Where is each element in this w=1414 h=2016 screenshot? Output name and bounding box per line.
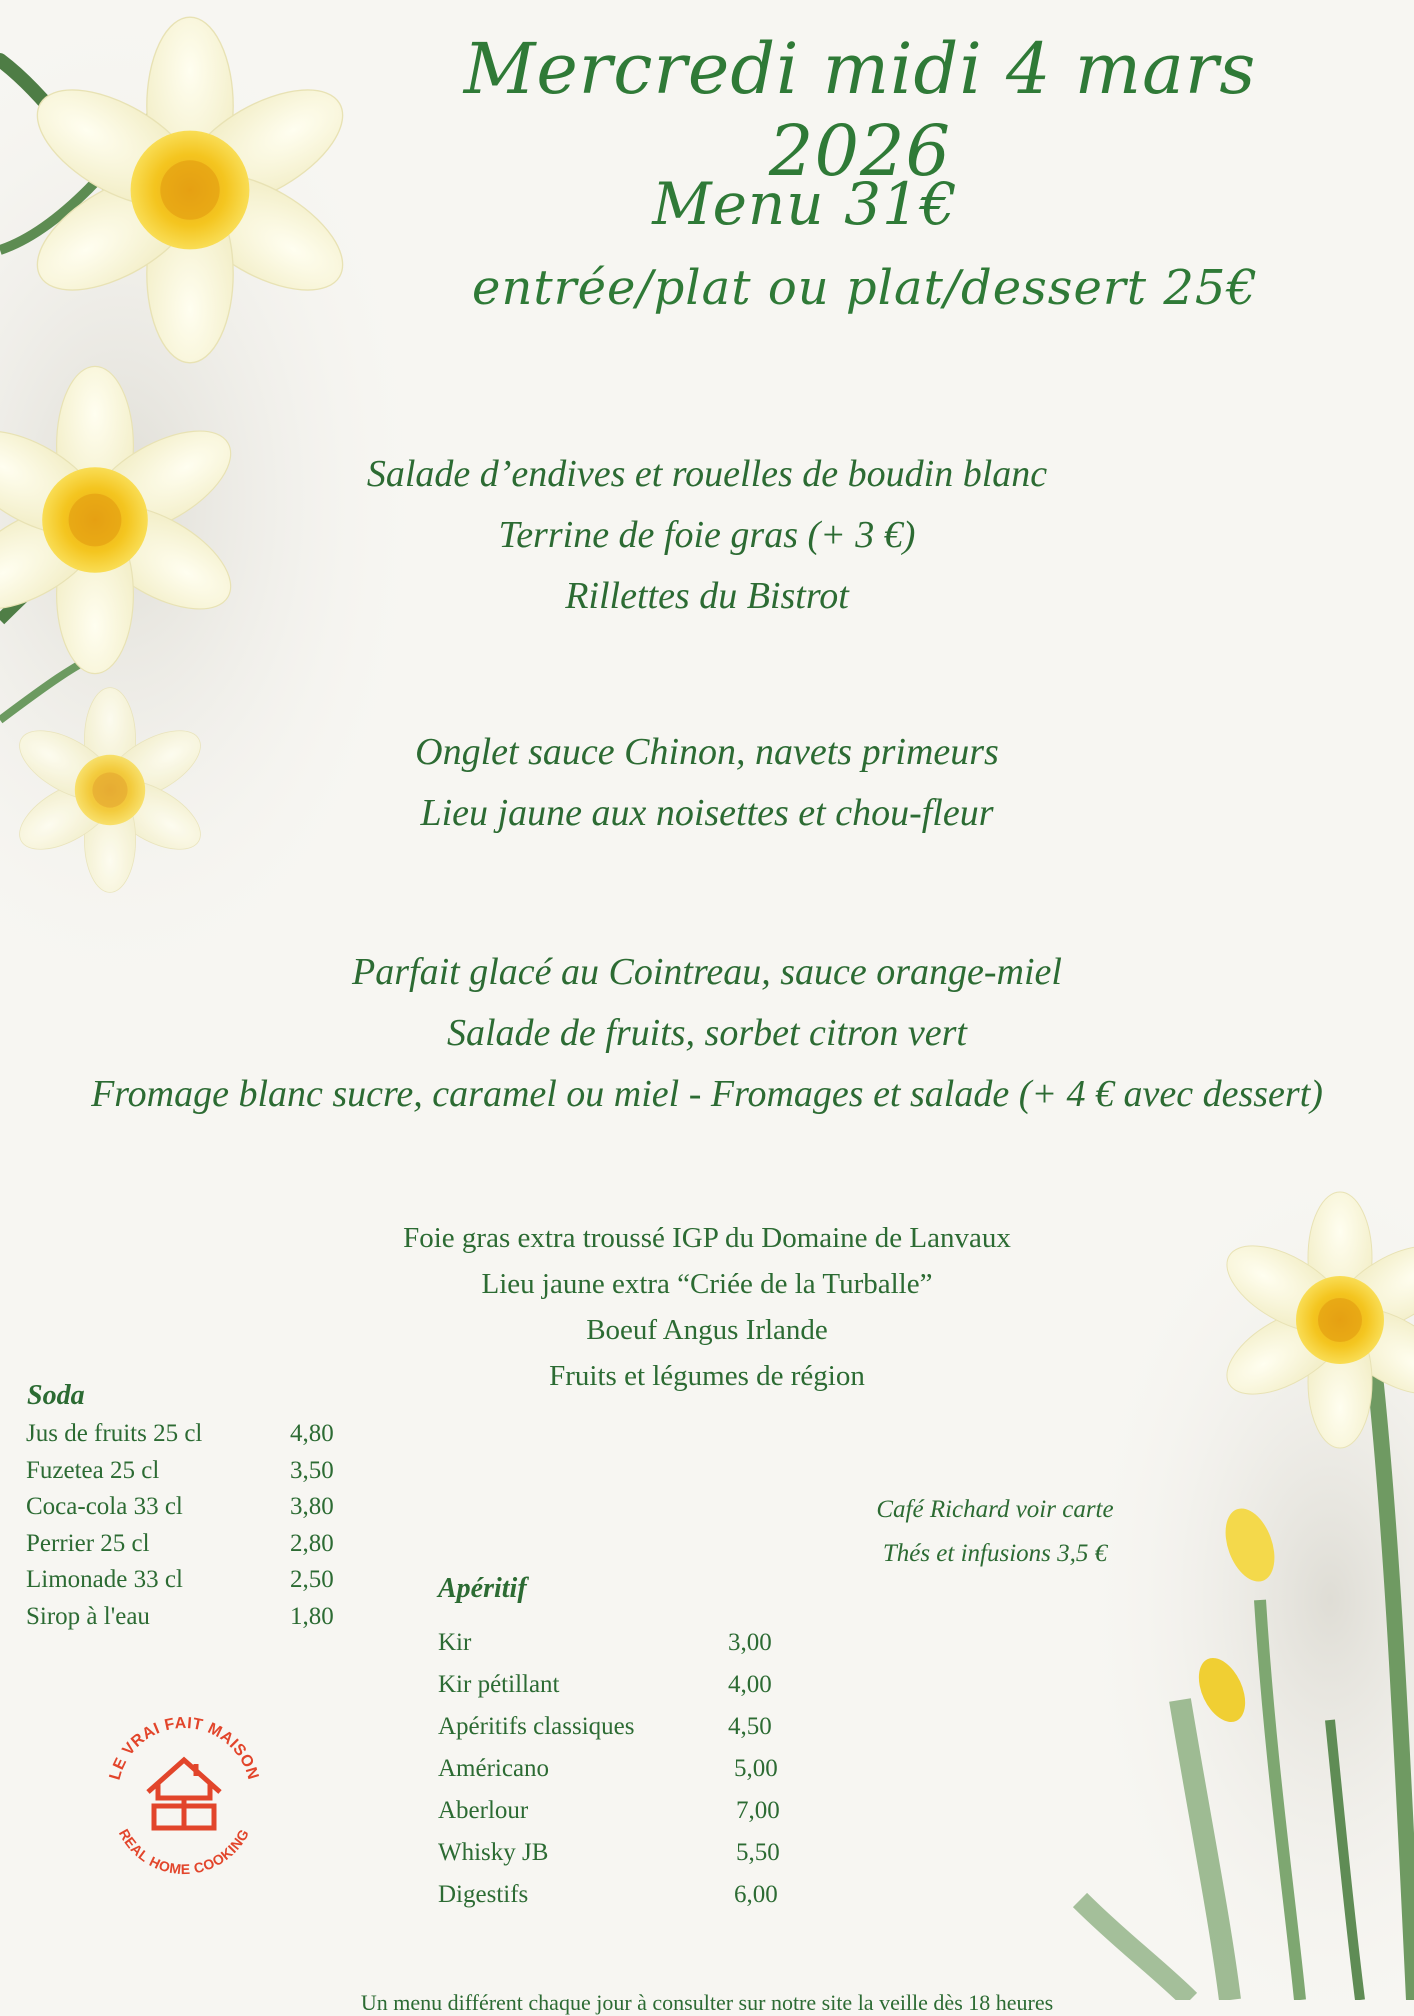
list-item: Salade d’endives et rouelles de boudin blanc (366, 453, 1048, 495)
item-price: 5,50 (736, 1839, 780, 1866)
item-price: 3,80 (290, 1493, 334, 1520)
svg-text:LE VRAI FAIT MAISON (107, 1715, 262, 1782)
item-name: Kir (438, 1629, 472, 1656)
item-price: 4,00 (728, 1671, 772, 1698)
item-price: 3,50 (290, 1456, 334, 1484)
item-price: 7,00 (736, 1797, 780, 1824)
logo-text-top: LE VRAI FAIT MAISON (106, 1714, 262, 1782)
item-name: Kir pétillant (438, 1671, 560, 1698)
price-row (438, 1748, 818, 1790)
item-price: 2,50 (290, 1566, 334, 1593)
price-row (438, 1790, 818, 1832)
list-item: Lieu jaune aux noisettes et chou-fleur (420, 792, 994, 834)
item-name: Apéritifs classiques (438, 1713, 635, 1740)
item-name: Whisky JB (438, 1839, 549, 1866)
item-name: Coca-cola 33 cl (26, 1493, 183, 1520)
aperitif-list (438, 1622, 818, 1916)
item-name: Digestifs (438, 1881, 529, 1908)
logo-text-bottom: REAL HOME COOKING (115, 1826, 253, 1878)
item-price: 4,50 (728, 1713, 772, 1740)
item-price: 5,00 (734, 1755, 778, 1782)
price-row (26, 1416, 366, 1453)
price-row (26, 1526, 366, 1563)
list-item: Thés et infusions 3,5 € (882, 1540, 1108, 1567)
item-price: 6,00 (734, 1881, 778, 1908)
footer-note: Un menu différent chaque jour à consulter sur notre site la veille dès 18 heures (360, 1990, 1054, 2015)
price-row (26, 1453, 366, 1490)
price-row (438, 1622, 818, 1664)
price-row (26, 1599, 366, 1636)
item-name: Limonade 33 cl (26, 1566, 183, 1593)
list-item: Café Richard voir carte (876, 1496, 1114, 1523)
soda-title: Soda (27, 1380, 85, 1411)
item-name: Sirop à l'eau (26, 1602, 150, 1630)
price-row (438, 1664, 818, 1706)
item-name: Jus de fruits 25 cl (26, 1420, 203, 1447)
item-name: Américano (438, 1755, 550, 1782)
aperitif-title: Apéritif (438, 1573, 527, 1604)
price-row (26, 1562, 366, 1599)
svg-text:REAL HOME COOKING (116, 1826, 252, 1877)
list-item: Boeuf Angus Irlande (586, 1314, 828, 1346)
list-item: Fruits et légumes de région (549, 1360, 865, 1392)
soda-list (26, 1416, 366, 1635)
origins-section (0, 1215, 1414, 1399)
plats-section (0, 722, 1414, 844)
entrees-section (0, 444, 1414, 627)
list-item: Fromage blanc sucre, caramel ou miel - Fromages et salade (+ 4 € avec dessert) (91, 1073, 1323, 1115)
date-title: Mercredi midi 4 mars 2026 (463, 28, 1257, 192)
item-price: 1,80 (290, 1602, 334, 1630)
hot-drinks (835, 1488, 1155, 1576)
formula-price: entrée/plat ou plat/dessert 25€ (472, 260, 1258, 316)
menu-price: Menu 31€ (652, 170, 958, 238)
list-item: Onglet sauce Chinon, navets primeurs (415, 731, 999, 773)
item-name: Perrier 25 cl (26, 1529, 150, 1557)
price-row (26, 1489, 366, 1526)
list-item: Rillettes du Bistrot (565, 575, 849, 617)
vrai-fait-maison-logo (96, 1702, 272, 1878)
item-name: Fuzetea 25 cl (26, 1456, 160, 1484)
list-item: Salade de fruits, sorbet citron vert (447, 1012, 967, 1054)
price-row (438, 1874, 818, 1916)
item-name: Aberlour (438, 1797, 529, 1824)
item-price: 3,00 (728, 1629, 772, 1656)
list-item: Terrine de foie gras (+ 3 €) (498, 514, 916, 556)
list-item: Foie gras extra troussé IGP du Domaine de Lanvaux (403, 1222, 1011, 1254)
list-item: Parfait glacé au Cointreau, sauce orange-miel (352, 951, 1062, 993)
price-row (438, 1706, 818, 1748)
list-item: Lieu jaune extra “Criée de la Turballe” (481, 1268, 933, 1300)
house-saucepan-icon (148, 1760, 220, 1828)
desserts-section (0, 942, 1414, 1125)
item-price: 4,80 (290, 1420, 334, 1447)
price-row (438, 1832, 818, 1874)
item-price: 2,80 (290, 1529, 334, 1557)
